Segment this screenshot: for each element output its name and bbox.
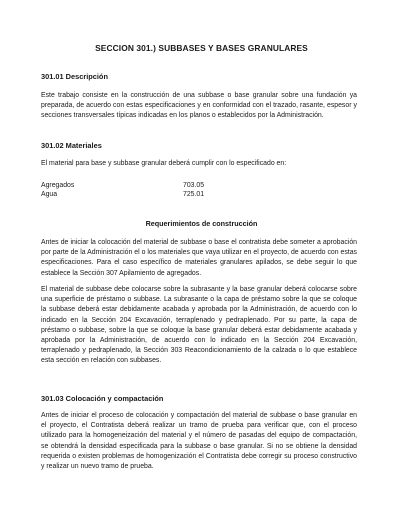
heading-descripcion: 301.01 Descripción — [41, 72, 108, 81]
material-name: Agregados — [41, 182, 75, 189]
paragraph-construction-2: El material de subbase debe colocarse sobre la subrasante y la base granular deberá colocarse sobre una superficie de préstamo o subbase. La subrasante o la capa de préstamo sobre la que se coloque la subbase deberá estar debidamente acabada y aprobada por la Administración, de acuerdo con lo indicado en la Sección 204 Excavación, terraplenado y pedraplenado. Por su parte, la capa de préstamo o subbase, sobre la que se coloque la base granular deberá estar debidamente acabada y aprobada por la Administración, de acuerdo con lo indicado en la Sección 204 Excavación, terraplenado y pedraplenado, la Sección 303 Reacondicionamiento de la calzada o lo que establece esta sección en relación con subbases. — [41, 286, 357, 365]
paragraph-descripcion: Este trabajo consiste en la construcción de una subbase o base granular sobre una fundación ya preparada, de acuerdo con estas especificaciones y en conformidad con el trazado, rasante, espesor y secciones transversales típicas indicadas en los planos o establecidos por la Administración. — [41, 92, 357, 120]
material-name: Agua — [41, 191, 58, 198]
material-code: 725.01 — [183, 191, 205, 198]
material-code: 703.05 — [183, 182, 205, 189]
section-title: SECCION 301.) SUBBASES Y BASES GRANULARES — [95, 43, 308, 53]
paragraph-materiales: El material para base y subbase granular deberá cumplir con lo especificado en: — [41, 160, 287, 167]
heading-materiales: 301.02 Materiales — [41, 141, 102, 150]
construction-subheading: Requerimientos de construcción — [145, 219, 258, 228]
paragraph-colocacion: Antes de iniciar el proceso de colocación y compactación del material de subbase o base granular en el proyecto, el Contratista deberá realizar un tramo de prueba para verificar que, con el proceso utilizado para la homogeneización del material y el número de pasadas del equipo de compactación, se obtendrá la densidad especificada para la subbase o base granular. Si no se obtiene la densidad requerida o existen problemas de homogenización el Contratista debe corregir su proceso constructivo y realizar un nuevo tramo de prueba. — [41, 412, 357, 471]
paragraph-construction-1: Antes de iniciar la colocación del material de subbase o base el contratista debe someter a aprobación por parte de la Administración el o los materiales que vaya utilizar en el proyecto, de acuerdo con estas especificaciones. Para el caso específico de materiales granulares apilados, se debe seguir lo que establece la Sección 307 Apilamiento de agregados. — [41, 239, 357, 277]
heading-colocacion: 301.03 Colocación y compactación — [41, 394, 164, 403]
